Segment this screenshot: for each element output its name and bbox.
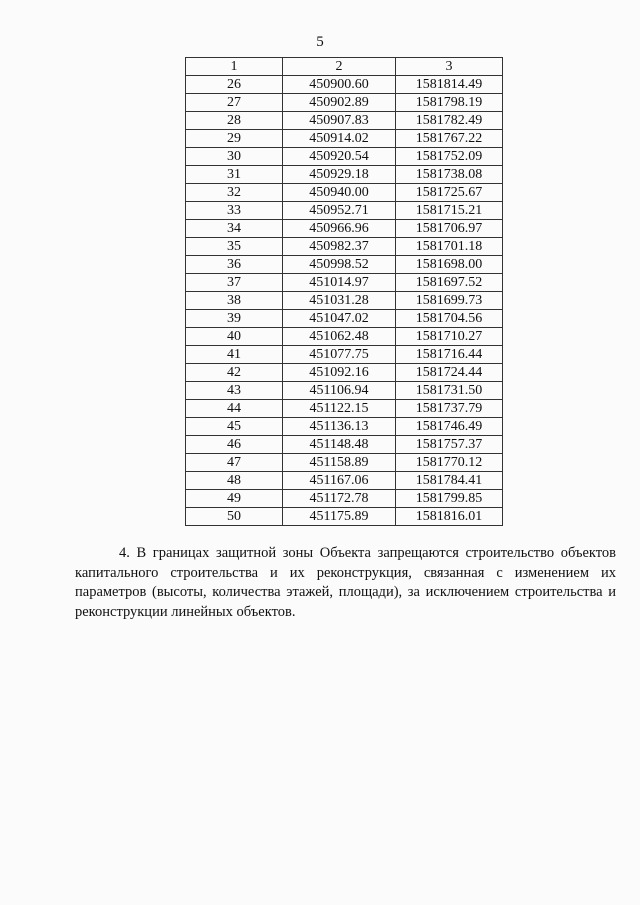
point-number-cell: 38 (186, 292, 283, 310)
table-row (186, 472, 503, 490)
y-coordinate-cell: 1581816.01 (396, 508, 503, 526)
table-row (186, 274, 503, 292)
x-coordinate-cell: 451167.06 (283, 472, 396, 490)
point-number-cell: 37 (186, 274, 283, 292)
x-coordinate-cell: 450966.96 (283, 220, 396, 238)
point-number-cell: 26 (186, 76, 283, 94)
table-row (186, 382, 503, 400)
point-number-cell: 50 (186, 508, 283, 526)
y-coordinate-cell: 1581710.27 (396, 328, 503, 346)
x-coordinate-cell: 451062.48 (283, 328, 396, 346)
y-coordinate-cell: 1581716.44 (396, 346, 503, 364)
table-row (186, 436, 503, 454)
x-coordinate-cell: 451158.89 (283, 454, 396, 472)
point-number-cell: 35 (186, 238, 283, 256)
table-row (186, 76, 503, 94)
point-number-cell: 43 (186, 382, 283, 400)
x-coordinate-cell: 451136.13 (283, 418, 396, 436)
y-coordinate-cell: 1581767.22 (396, 130, 503, 148)
x-coordinate-cell: 450952.71 (283, 202, 396, 220)
x-coordinate-cell: 451031.28 (283, 292, 396, 310)
page-number: 5 (316, 34, 324, 50)
table-row (186, 454, 503, 472)
table-row (186, 346, 503, 364)
y-coordinate-cell: 1581731.50 (396, 382, 503, 400)
table-row (186, 184, 503, 202)
table-row (186, 418, 503, 436)
point-number-cell: 48 (186, 472, 283, 490)
table-row (186, 310, 503, 328)
body-paragraph: 4. В границах защитной зоны Объекта запрещаются строительство объектов капитального строительства и их реконструкция, связанная с изменением их параметров (высоты, количества этажей, площади), за исключением строительства и реконструкции линейных объектов. (75, 545, 616, 620)
y-coordinate-cell: 1581798.19 (396, 94, 503, 112)
x-coordinate-cell: 451172.78 (283, 490, 396, 508)
x-coordinate-cell: 450929.18 (283, 166, 396, 184)
point-number-cell: 46 (186, 436, 283, 454)
table-row (186, 148, 503, 166)
x-coordinate-cell: 451148.48 (283, 436, 396, 454)
x-coordinate-cell: 451092.16 (283, 364, 396, 382)
x-coordinate-cell: 450940.00 (283, 184, 396, 202)
table-row (186, 292, 503, 310)
x-coordinate-cell: 450982.37 (283, 238, 396, 256)
point-number-cell: 28 (186, 112, 283, 130)
y-coordinate-cell: 1581799.85 (396, 490, 503, 508)
table-row (186, 328, 503, 346)
point-number-cell: 47 (186, 454, 283, 472)
x-coordinate-cell: 450900.60 (283, 76, 396, 94)
x-coordinate-cell: 451106.94 (283, 382, 396, 400)
y-coordinate-cell: 1581706.97 (396, 220, 503, 238)
y-coordinate-cell: 1581698.00 (396, 256, 503, 274)
column-header-3: 3 (396, 58, 503, 76)
point-number-cell: 49 (186, 490, 283, 508)
table-row (186, 256, 503, 274)
table-row (186, 364, 503, 382)
y-coordinate-cell: 1581814.49 (396, 76, 503, 94)
point-number-cell: 42 (186, 364, 283, 382)
table-row (186, 238, 503, 256)
y-coordinate-cell: 1581782.49 (396, 112, 503, 130)
y-coordinate-cell: 1581770.12 (396, 454, 503, 472)
table-row (186, 220, 503, 238)
y-coordinate-cell: 1581704.56 (396, 310, 503, 328)
x-coordinate-cell: 451047.02 (283, 310, 396, 328)
y-coordinate-cell: 1581737.79 (396, 400, 503, 418)
point-number-cell: 27 (186, 94, 283, 112)
table-row (186, 112, 503, 130)
point-number-cell: 32 (186, 184, 283, 202)
point-number-cell: 30 (186, 148, 283, 166)
table-row (186, 400, 503, 418)
y-coordinate-cell: 1581699.73 (396, 292, 503, 310)
x-coordinate-cell: 451014.97 (283, 274, 396, 292)
point-number-cell: 39 (186, 310, 283, 328)
table-body (186, 76, 503, 526)
column-header-2: 2 (283, 58, 396, 76)
y-coordinate-cell: 1581715.21 (396, 202, 503, 220)
point-number-cell: 41 (186, 346, 283, 364)
point-number-cell: 36 (186, 256, 283, 274)
y-coordinate-cell: 1581757.37 (396, 436, 503, 454)
y-coordinate-cell: 1581746.49 (396, 418, 503, 436)
x-coordinate-cell: 451077.75 (283, 346, 396, 364)
point-number-cell: 34 (186, 220, 283, 238)
point-number-cell: 29 (186, 130, 283, 148)
coordinates-table (185, 57, 503, 526)
table-row (186, 130, 503, 148)
point-number-cell: 31 (186, 166, 283, 184)
table-row (186, 490, 503, 508)
x-coordinate-cell: 450914.02 (283, 130, 396, 148)
point-number-cell: 45 (186, 418, 283, 436)
y-coordinate-cell: 1581738.08 (396, 166, 503, 184)
y-coordinate-cell: 1581724.44 (396, 364, 503, 382)
x-coordinate-cell: 450920.54 (283, 148, 396, 166)
point-number-cell: 44 (186, 400, 283, 418)
table-header-row (186, 58, 503, 76)
x-coordinate-cell: 451122.15 (283, 400, 396, 418)
column-header-1: 1 (186, 58, 283, 76)
x-coordinate-cell: 450902.89 (283, 94, 396, 112)
x-coordinate-cell: 451175.89 (283, 508, 396, 526)
table-row (186, 202, 503, 220)
x-coordinate-cell: 450998.52 (283, 256, 396, 274)
point-number-cell: 40 (186, 328, 283, 346)
y-coordinate-cell: 1581784.41 (396, 472, 503, 490)
table-row (186, 94, 503, 112)
y-coordinate-cell: 1581725.67 (396, 184, 503, 202)
y-coordinate-cell: 1581701.18 (396, 238, 503, 256)
table-row (186, 508, 503, 526)
y-coordinate-cell: 1581752.09 (396, 148, 503, 166)
x-coordinate-cell: 450907.83 (283, 112, 396, 130)
table-row (186, 166, 503, 184)
point-number-cell: 33 (186, 202, 283, 220)
y-coordinate-cell: 1581697.52 (396, 274, 503, 292)
